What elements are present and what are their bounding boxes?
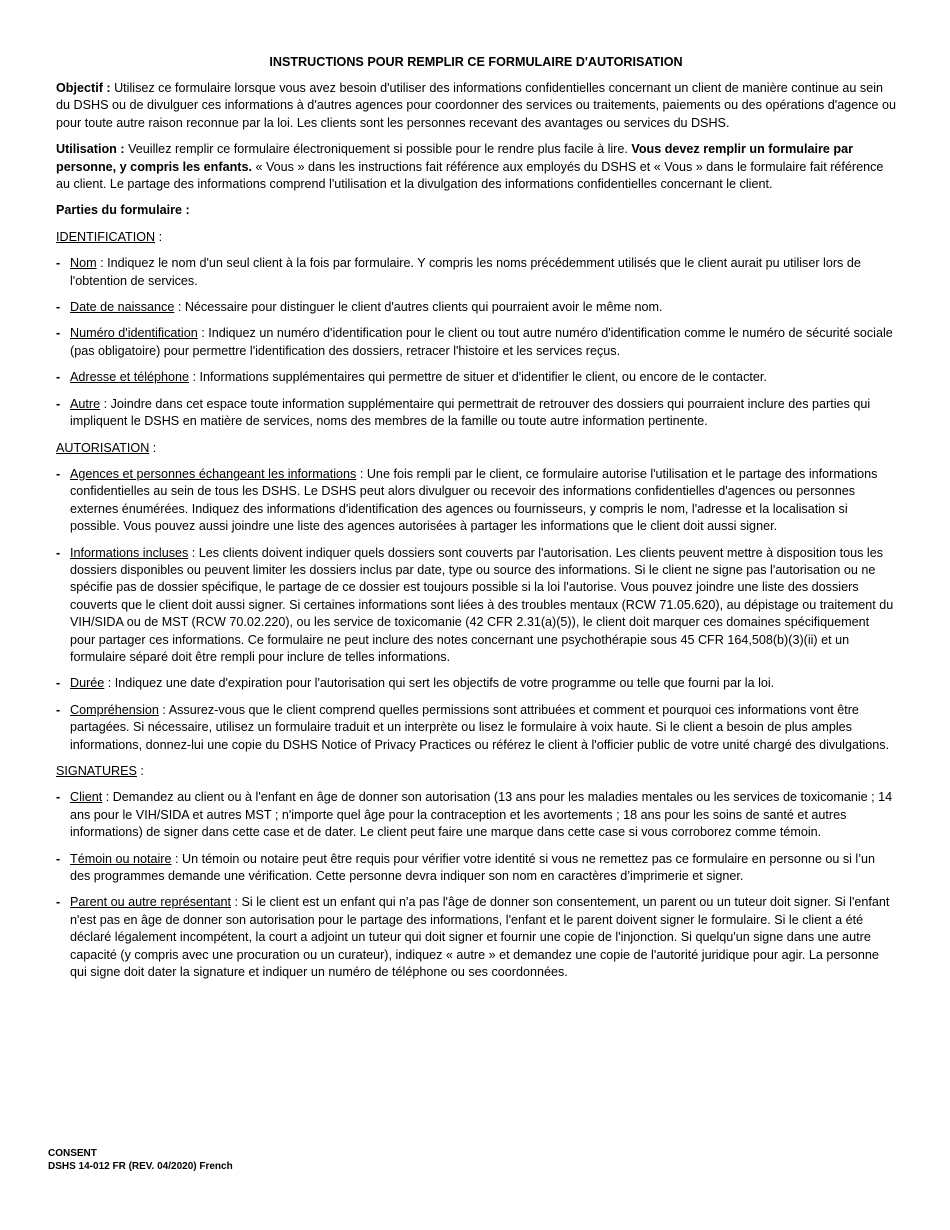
list-item	[56, 894, 896, 981]
footer-form-number: DSHS 14-012 FR (REV. 04/2020) French	[48, 1160, 233, 1172]
item-term: Parent ou autre représentant	[70, 895, 232, 910]
list-item	[56, 545, 896, 667]
autorisation-heading-text: AUTORISATION	[56, 440, 150, 455]
bullet-dash: -	[56, 300, 61, 315]
bullet-dash: -	[56, 256, 61, 271]
item-term: Durée	[70, 676, 105, 691]
signatures-heading-text: SIGNATURES	[56, 764, 137, 778]
footer-consent: CONSENT	[48, 1148, 97, 1159]
list-item	[56, 851, 896, 886]
item-text: : Indiquez le nom d'un seul client à la fois par formulaire. Y compris les noms précédemment utilisés que le client aurait pu utiliser lors de l'obtention de services.	[70, 256, 861, 288]
bullet-dash: -	[56, 702, 61, 717]
bullet-dash: -	[56, 326, 61, 341]
item-term: Nom	[70, 256, 97, 271]
page-title: INSTRUCTIONS POUR REMPLIR CE FORMULAIRE D'AUTORISATION	[269, 55, 683, 69]
item-text: : Nécessaire pour distinguer le client d'autres clients qui pourraient avoir le même nom.	[174, 300, 663, 315]
item-text: : Assurez-vous que le client comprend quelles permissions sont attribuées et comment et pourquoi ces informations vont être partagées. Si nécessaire, utilisez un formulaire traduit et un interprète ou lisez le formulaire à voix haute. Si le client a besoin de plus amples informations, donnez-lui une copie du DSHS Notice of Privacy Practices ou référez le client à l'officier public de votre unité chargé des divulgations.	[70, 702, 890, 752]
list-item	[56, 675, 896, 692]
item-term: Compréhension	[70, 702, 159, 717]
item-term: Client	[70, 790, 103, 805]
item-text: : Une fois rempli par le client, ce formulaire autorise l'utilisation et le partage des informations confidentielles au sein de tous les DSHS. Le DSHS peut alors divulguer ou recevoir des informations confidentielles d'agences ou personnes externes énumérées. Indiquez des informations d'identification des agences ou fournisseurs, y compris le nom, l'adresse et la localisation si possible. Vous pouvez aussi joindre une liste des agences autorisées à partager les informations que le client doit aussi signer.	[70, 466, 878, 534]
signatures-list	[56, 789, 896, 981]
item-text: : Informations supplémentaires qui permettre de situer et d'identifier le client, ou encore de le contacter.	[189, 370, 767, 385]
utilisation-text-2: « Vous » dans les instructions fait référence aux employés du DSHS et « Vous » dans le formulaire fait référence au client. Le partage des informations comprend l'utilisation et la divulgation des informations confidentielles concernant le client.	[56, 159, 884, 192]
signatures-heading	[56, 763, 896, 780]
list-item	[56, 299, 896, 316]
bullet-dash: -	[56, 851, 61, 866]
item-text: : Demandez au client ou à l'enfant en âge de donner son autorisation (13 ans pour les maladies mentales ou les services de toxicomanie ; 14 ans pour le VIH/SIDA et autres MST ; n'importe quel âge pour la contraception et les avortements ; 18 ans pour les soins de santé et autres informations) de signer dans cette case et de dater. Le client peut faire une marque dans cette case si vous corroborez comme témoin.	[70, 790, 893, 840]
parties-heading	[56, 202, 896, 219]
item-text: : Indiquez un numéro d'identification pour le client ou tout autre numéro d'identification comme le numéro de sécurité sociale (pas obligatoire) pour permettre l'identification des dossiers, retracer l'histoire et les services reçus.	[70, 326, 893, 358]
item-term: Autre	[70, 396, 101, 411]
bullet-dash: -	[56, 370, 61, 385]
list-item	[56, 702, 896, 754]
bullet-dash: -	[56, 466, 61, 481]
utilisation-label: Utilisation :	[56, 142, 125, 157]
item-text: : Si le client est un enfant qui n'a pas l'âge de donner son consentement, un parent ou un tuteur doit signer. Si l'enfant n'est pas en âge de donner son autorisation pour le partage des informations, l'enfant et le parent doivent signer le formulaire. Si le client a été déclaré légalement incompétent, la court a adjoint un tuteur qui doit signer et fournir une copie de l'injonction. Si quelqu'un signe dans une autre capacité (y compris avec une procuration ou un curateur), indiquez « autre » et demandez une copie de l'autorité juridique pour agir. La personne qui signe doit dater la signature et indiquer un numéro de téléphone ou ses coordonnées.	[70, 895, 890, 980]
identification-list	[56, 255, 896, 430]
item-text: : Les clients doivent indiquer quels dossiers sont couverts par l'autorisation. Les clients peuvent mettre à disposition tous les dossiers disponibles ou peuvent limiter les dossiers inclus par date, type ou source des informations. Si le client ne signe pas l'autorisation ou ne spécifie pas de dossier spécifique, le partage de ce dossier est toujours possible si la loi l'autorise. Vous pouvez joindre une liste des dossiers couverts que le client doit aussi signer. Si certaines informations sont liées à des troubles mentaux (RCW 71.05.620), au dépistage ou traitement du VIH/SIDA ou de MST (RCW 70.02.220), ou les service de toxicomanie (42 CFR 2.31(a)(5)), le client doit marquer ces domaines spécifiquement pour partager ces informations. Ce formulaire ne peut inclure des notes concernant une psychothérapie sous 45 CFR 164,508(b)(3)(ii) et un formulaire séparé doit être rempli pour inclure de telles informations.	[70, 545, 894, 664]
item-term: Numéro d'identification	[70, 326, 198, 341]
item-text: : Joindre dans cet espace toute information supplémentaire qui permettrait de retrouver des dossiers qui pourraient inclure des parties qui impliquent le DSHS en matière de services, noms des membres de la famille ou toute autre information pertinente.	[70, 396, 871, 429]
identification-heading	[56, 229, 896, 246]
list-item	[56, 789, 896, 841]
form-footer	[48, 1148, 233, 1173]
identification-heading-text: IDENTIFICATION	[56, 229, 156, 244]
item-term: Date de naissance	[70, 300, 175, 315]
objectif-text: Utilisez ce formulaire lorsque vous avez besoin d'utiliser des informations confidentielles concernant un client de manière continue au sein du DSHS ou de divulguer ces informations à d'autres agences pour coordonner des services ou traitements, paiements ou des opérations d'agence ou pour toute autre raison reconnue par la loi. Les clients sont les personnes recevant des avantages ou services du DSHS.	[56, 81, 896, 130]
list-item	[56, 255, 896, 290]
item-text: : Indiquez une date d'expiration pour l'autorisation qui sert les objectifs de votre programme ou telle que fourni par la loi.	[104, 676, 775, 691]
autorisation-list	[56, 466, 896, 754]
list-item	[56, 325, 896, 360]
autorisation-heading-colon: :	[149, 440, 157, 455]
bullet-dash: -	[56, 790, 61, 805]
utilisation-text-1: Veuillez remplir ce formulaire électroniquement si possible pour le rendre plus facile à lire.	[124, 142, 632, 157]
identification-heading-colon: :	[155, 229, 163, 244]
autorisation-heading	[56, 440, 896, 457]
bullet-dash: -	[56, 545, 61, 560]
instructions-page	[56, 54, 896, 990]
bullet-dash: -	[56, 895, 61, 910]
list-item	[56, 466, 896, 536]
utilisation-paragraph	[56, 141, 896, 193]
objectif-paragraph	[56, 80, 896, 132]
parties-label: Parties du formulaire :	[56, 203, 190, 218]
objectif-label: Objectif :	[56, 81, 111, 95]
signatures-heading-colon: :	[136, 764, 144, 778]
bullet-dash: -	[56, 676, 61, 691]
item-term: Adresse et téléphone	[70, 370, 190, 385]
utilisation-bold-text: Vous devez remplir un formulaire par personne, y compris les enfants.	[56, 142, 853, 174]
list-item	[56, 369, 896, 386]
item-term: Informations incluses	[70, 545, 189, 560]
bullet-dash: -	[56, 396, 61, 411]
list-item	[56, 396, 896, 431]
item-term: Agences et personnes échangeant les informations	[70, 466, 357, 481]
item-text: : Un témoin ou notaire peut être requis pour vérifier votre identité si vous ne remettez pas ce formulaire en personne ou si l’un des programmes demande une vérification. Cette personne devra indiquer son nom en caractères d’imprimerie et signer.	[70, 851, 876, 884]
item-term: Témoin ou notaire	[70, 851, 172, 866]
